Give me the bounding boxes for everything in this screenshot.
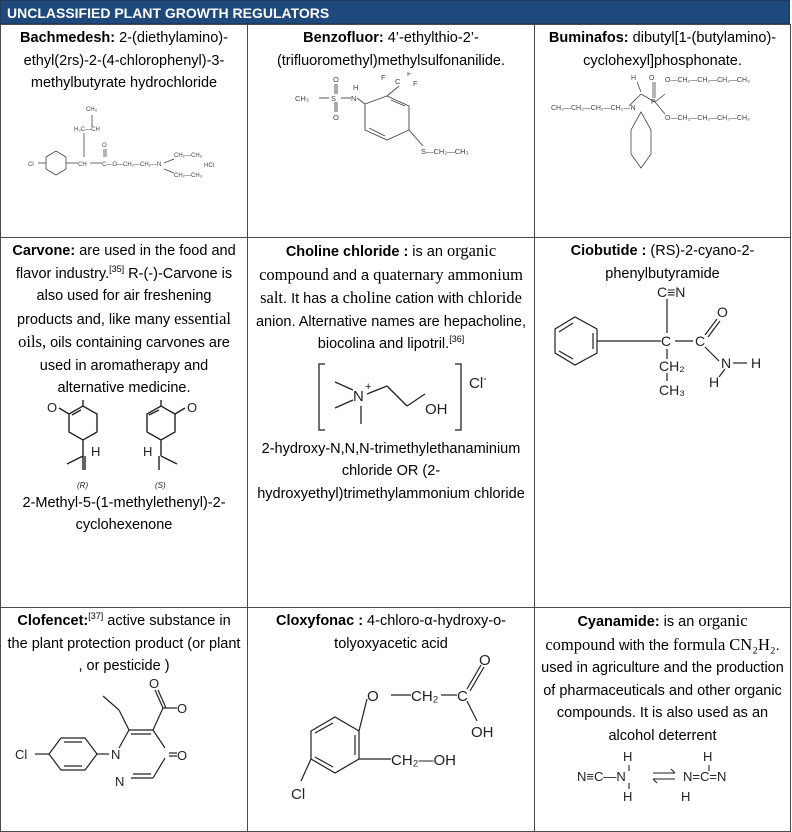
cell-ciobutide xyxy=(535,238,791,608)
buminafos-description: dibutyl[1-(butylamino)-cyclohexyl]phosphonate. xyxy=(583,30,777,69)
clofencet-cl: Cl xyxy=(15,746,28,762)
svg-text:O: O xyxy=(47,399,58,415)
benzofluor-ethylthio: S—CH₂—CH₃ xyxy=(421,147,469,156)
choline-text-1: is an xyxy=(408,244,447,260)
choline-quaternary: quaternary ammonium salt xyxy=(260,264,523,307)
choline-structure xyxy=(291,356,491,438)
choline-cl: Cl xyxy=(469,374,484,392)
svg-text:H: H xyxy=(143,443,153,459)
buminafos-h: H xyxy=(630,75,636,82)
carvone-label-s: (S) xyxy=(155,480,166,490)
cell-buminafos xyxy=(535,25,791,238)
cloxyfonac-c: C xyxy=(457,688,468,705)
cloxyfonac-structure xyxy=(271,655,511,805)
clofencet-ref: [37] xyxy=(88,611,104,622)
ciobutide-structure xyxy=(545,285,781,397)
ciobutide-name: Ciobutide : xyxy=(570,243,647,259)
svg-text:O: O xyxy=(187,399,198,415)
bachmedesh-hcl: HCl xyxy=(204,162,214,169)
cyanamide-name: Cyanamide: xyxy=(577,614,660,630)
carvone-text-2: R-(-)-Carvone is also used for air freshening products and, like many xyxy=(17,265,233,328)
ciobutide-n: N xyxy=(720,355,731,371)
cloxyfonac-name: Cloxyfonac : xyxy=(276,613,364,629)
cyanamide-text-1: is an xyxy=(659,614,699,630)
bachmedesh-ch3: CH₃ xyxy=(86,106,98,113)
choline-plus: + xyxy=(365,380,372,393)
cloxyfonac-o-carbonyl: O xyxy=(479,655,491,669)
cyanamide-h-top: H xyxy=(622,749,632,764)
cyanamide-right-form: N=C=N xyxy=(682,769,726,784)
cell-choline-chloride xyxy=(248,238,535,608)
cloxyfonac-cl: Cl xyxy=(291,786,306,803)
bachmedesh-ester: C—O—CH₂—CH₂—N xyxy=(102,161,162,168)
ciobutide-description: (RS)-2-cyano-2-phenylbutyramide xyxy=(605,243,755,282)
buminafos-name: Buminafos: xyxy=(548,30,629,46)
benzofluor-ch3: CH₃ xyxy=(295,94,309,103)
clofencet-n1: N xyxy=(111,746,121,762)
choline-text-2: and a xyxy=(328,267,374,284)
benzofluor-c: C xyxy=(395,77,401,86)
carvone-name: Carvone: xyxy=(12,243,76,259)
cyanamide-text-3: . used in agriculture and the production of pharmaceuticals and other organic compounds. It is also used as an alcohol deterrent xyxy=(541,637,784,744)
choline-cation: choline xyxy=(342,288,392,307)
cloxyfonac-ch2: CH₂ xyxy=(411,688,439,705)
cyanamide-h-bottom: H xyxy=(622,789,632,803)
bachmedesh-name: Bachmedesh: xyxy=(20,30,116,46)
cell-cloxyfonac xyxy=(248,608,535,832)
ciobutide-c-carbonyl: C xyxy=(694,333,705,349)
cyanamide-formula: CN₂H₂ xyxy=(729,634,776,654)
benzofluor-n: N xyxy=(351,94,357,103)
carvone-iupac: 2-Methyl-5-(1-methylethenyl)-2-cyclohexenone xyxy=(22,494,226,533)
choline-oh: OH xyxy=(425,400,448,418)
ciobutide-ch3: CH₃ xyxy=(658,382,685,397)
ciobutide-h1: H xyxy=(750,355,761,371)
regulators-table xyxy=(0,24,791,832)
choline-ref: [36] xyxy=(449,334,465,345)
bachmedesh-o: O xyxy=(102,142,107,149)
benzofluor-structure xyxy=(291,72,491,184)
buminafos-o: O xyxy=(648,75,654,82)
benzofluor-description: 4’-ethylthio-2’-(trifluoromethyl)methylsulfonanilide. xyxy=(276,30,506,69)
choline-iupac: 2-hydroxy-N,N,N-trimethylethanaminium chloride OR (2-hydroxyethyl)trimethylammonium chloride xyxy=(257,440,525,502)
carvone-ref: [35] xyxy=(109,263,125,274)
cell-carvone xyxy=(1,238,248,608)
benzofluor-name: Benzofluor: xyxy=(303,30,384,46)
cloxyfonac-oh: OH xyxy=(471,724,494,741)
cyanamide-organic-compound: organic compound xyxy=(545,611,748,654)
carvone-label-r: (R) xyxy=(77,480,89,490)
cyanamide-formula-word: formula xyxy=(673,634,726,654)
cyanamide-tautomers xyxy=(563,747,763,803)
cloxyfonac-o-ether: O xyxy=(367,688,379,705)
carvone-text-3: oils containing carvones are used in aromatherapy and alternative medicine. xyxy=(39,335,230,396)
bachmedesh-ch: CH xyxy=(78,161,87,168)
choline-name: Choline chloride : xyxy=(285,244,409,260)
benzofluor-h: H xyxy=(353,83,359,92)
cell-cyanamide xyxy=(535,608,791,832)
choline-minus: - xyxy=(483,372,487,385)
ciobutide-cyano: C≡N xyxy=(656,285,685,300)
ciobutide-c-alpha: C xyxy=(660,333,671,349)
choline-n: N xyxy=(353,387,364,405)
clofencet-o-ring: O xyxy=(177,747,188,763)
bachmedesh-structure xyxy=(24,95,224,179)
clofencet-o-carbonyl: O xyxy=(149,677,160,691)
choline-text-5: anion. Alternative names are hepacholine, biocolina and lipotril. xyxy=(255,313,527,352)
carvone-text-1: are used in the food and flavor industry. xyxy=(15,243,236,282)
clofencet-description: active substance in the plant protection product (or plant , or pesticide ) xyxy=(7,613,241,674)
bachmedesh-cl: Cl xyxy=(28,161,34,168)
cell-benzofluor xyxy=(248,25,535,238)
cyanamide-text-2: with the xyxy=(615,637,674,654)
bachmedesh-ethyl-2: CH₂—CH₃ xyxy=(174,172,203,179)
carvone-enantiomers xyxy=(39,400,209,492)
buminafos-butoxy-2: O—CH₂—CH₂—CH₂—CH₃ xyxy=(664,115,750,122)
carvone-essential-oils: essential oils, xyxy=(18,308,231,351)
ciobutide-h2: H xyxy=(708,374,719,390)
benzofluor-o-bottom: O xyxy=(333,113,339,122)
choline-organic-compound: organic compound xyxy=(259,241,497,284)
cell-clofencet xyxy=(1,608,248,832)
choline-text-3: . It has a xyxy=(283,291,343,307)
benzofluor-f1: F xyxy=(381,73,386,82)
buminafos-butoxy-1: O—CH₂—CH₂—CH₂—CH₃ xyxy=(664,77,750,84)
svg-text:H: H xyxy=(91,443,101,459)
clofencet-structure xyxy=(11,678,237,794)
buminafos-structure xyxy=(547,72,779,190)
cloxyfonac-ch2oh: CH₂—OH xyxy=(391,752,456,769)
clofencet-name: Clofencet: xyxy=(17,613,89,629)
ciobutide-o: O xyxy=(716,304,728,320)
benzofluor-f3: F xyxy=(413,79,418,88)
choline-text-4: cation with xyxy=(391,291,468,307)
clofencet-o-hydroxyl: O xyxy=(177,700,188,716)
table-header: UNCLASSIFIED PLANT GROWTH REGULATORS xyxy=(0,0,790,24)
benzofluor-o-top: O xyxy=(333,75,339,84)
clofencet-n2: N xyxy=(115,773,125,789)
bachmedesh-h3cch: H₃C—CH xyxy=(74,126,100,133)
cyanamide-left-form: N≡C—N xyxy=(576,769,626,784)
choline-chloride-word: chloride xyxy=(467,288,522,307)
benzofluor-f2: F xyxy=(407,72,412,78)
benzofluor-s: S xyxy=(331,94,337,103)
cyanamide-h-right-bottom: H xyxy=(680,789,690,803)
ciobutide-ch2: CH₂ xyxy=(658,358,685,374)
buminafos-p: P xyxy=(650,99,656,106)
bachmedesh-description: 2-(diethylamino)-ethyl(2rs)-2-(4-chlorophenyl)-3-methylbutyrate hydrochloride xyxy=(23,30,228,91)
cloxyfonac-description: 4-chloro-α-hydroxy-o-tolyoxyacetic acid xyxy=(334,613,506,652)
cell-bachmedesh xyxy=(1,25,248,238)
cyanamide-h-right-top: H xyxy=(702,749,712,764)
bachmedesh-ethyl-1: CH₂—CH₃ xyxy=(174,152,203,159)
buminafos-butylamino: CH₃—CH₂—CH₂—CH₂—N xyxy=(550,105,635,112)
